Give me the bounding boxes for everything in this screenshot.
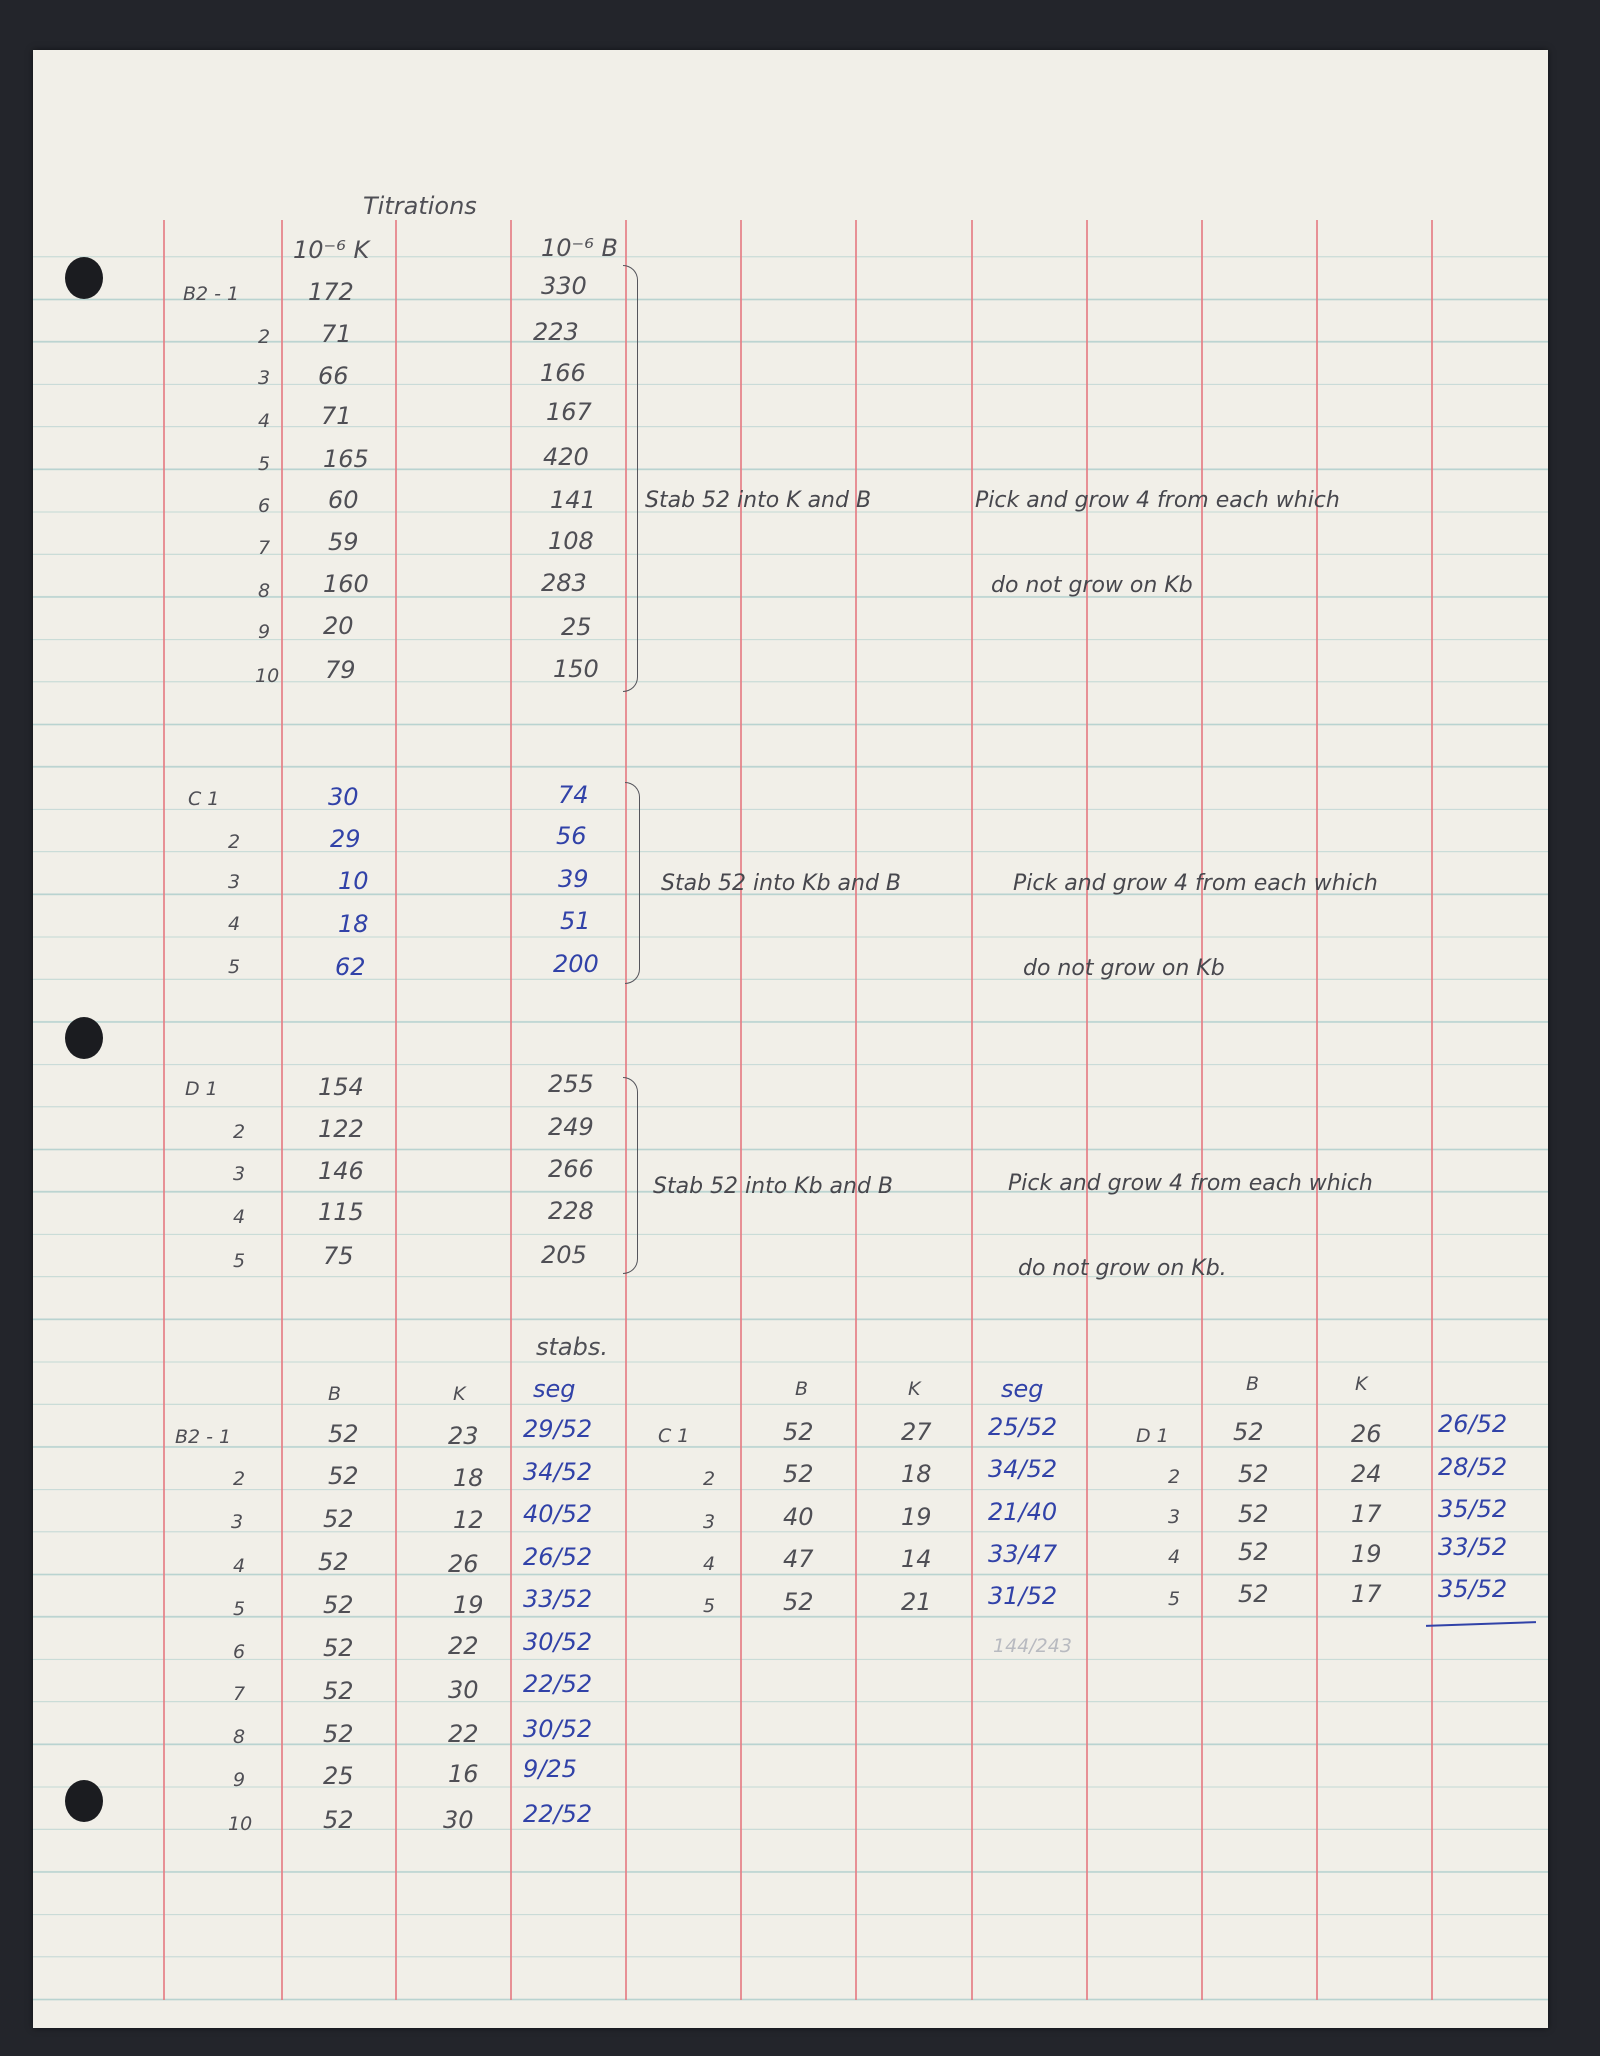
row-label: 7	[233, 1683, 246, 1705]
k-header: 10⁻⁶ K	[293, 236, 370, 264]
row-label: 2	[228, 831, 241, 853]
stabs-k-header: K	[1355, 1373, 1368, 1395]
b-value: 56	[556, 822, 587, 850]
b-header: 10⁻⁶ B	[541, 234, 618, 262]
k-value: 71	[321, 320, 352, 348]
seg-value: 34/52	[988, 1455, 1058, 1483]
binder-hole	[65, 1780, 103, 1822]
stabs-seg-header: seg	[1001, 1375, 1044, 1403]
seg-value: 21/40	[988, 1498, 1058, 1526]
k-value: 24	[1351, 1460, 1382, 1488]
b-value: 52	[323, 1505, 354, 1533]
k-value: 17	[1351, 1500, 1382, 1528]
b-value: 223	[533, 318, 579, 346]
seg-value: 28/52	[1438, 1453, 1508, 1481]
row-label: 4	[1168, 1546, 1181, 1568]
b-value: 52	[1238, 1538, 1269, 1566]
row-label: D 1	[1136, 1425, 1169, 1447]
k-value: 22	[448, 1720, 479, 1748]
b-value: 150	[553, 655, 599, 683]
b-value: 25	[323, 1762, 354, 1790]
row-label: 4	[703, 1553, 716, 1575]
k-value: 26	[448, 1550, 479, 1578]
k-value: 59	[328, 528, 359, 556]
k-value: 154	[318, 1073, 364, 1101]
row-label: 4	[233, 1555, 246, 1577]
row-label: B2 - 1	[183, 283, 240, 305]
column-rule	[971, 220, 973, 2000]
row-label: 3	[233, 1163, 246, 1185]
row-label: 3	[231, 1511, 244, 1533]
b-value: 52	[323, 1720, 354, 1748]
k-value: 30	[328, 783, 359, 811]
k-value: 115	[318, 1198, 364, 1226]
row-label: B2 - 1	[175, 1426, 232, 1448]
k-value: 71	[321, 402, 352, 430]
k-value: 165	[323, 445, 369, 473]
group-brace	[623, 1077, 638, 1274]
stab-note: Stab 52 into K and B	[645, 488, 872, 513]
b-value: 52	[783, 1588, 814, 1616]
b-value: 200	[553, 950, 599, 978]
row-label: 2	[703, 1468, 716, 1490]
stab-note: Stab 52 into Kb and B	[653, 1174, 894, 1199]
b-value: 52	[323, 1634, 354, 1662]
b-value: 205	[541, 1241, 587, 1269]
stabs-title: stabs.	[536, 1333, 608, 1361]
row-label: 2	[233, 1468, 246, 1490]
b-value: 52	[783, 1460, 814, 1488]
row-label: 2	[258, 326, 271, 348]
row-label: 3	[1168, 1506, 1181, 1528]
b-value: 52	[1238, 1580, 1269, 1608]
pick-note-2: do not grow on Kb	[991, 573, 1193, 598]
b-value: 74	[558, 781, 589, 809]
group-brace	[623, 265, 638, 692]
b-value: 330	[541, 272, 587, 300]
k-value: 18	[901, 1460, 932, 1488]
row-label: 8	[233, 1726, 246, 1748]
seg-value: 33/52	[1438, 1533, 1508, 1561]
k-value: 18	[453, 1464, 484, 1492]
row-label: 3	[258, 367, 271, 389]
k-value: 146	[318, 1157, 364, 1185]
row-label: 2	[233, 1121, 246, 1143]
b-value: 40	[783, 1503, 814, 1531]
b-value: 47	[783, 1545, 814, 1573]
row-label: 10	[228, 1813, 253, 1835]
binder-hole	[65, 1017, 103, 1059]
stab-note: Stab 52 into Kb and B	[661, 871, 902, 896]
pick-note-2: do not grow on Kb.	[1018, 1256, 1227, 1281]
row-label: 4	[258, 410, 271, 432]
b-value: 166	[540, 359, 586, 387]
seg-value: 31/52	[988, 1582, 1058, 1610]
k-value: 30	[443, 1806, 474, 1834]
stabs-k-header: K	[453, 1383, 466, 1405]
pick-note-2: do not grow on Kb	[1023, 956, 1225, 981]
k-value: 75	[323, 1242, 354, 1270]
column-rule	[395, 220, 397, 2000]
margin-rule	[163, 220, 165, 2000]
b-value: 52	[323, 1806, 354, 1834]
stabs-b-header: B	[1246, 1373, 1260, 1395]
seg-value: 35/52	[1438, 1495, 1508, 1523]
seg-value: 30/52	[523, 1715, 593, 1743]
row-label: 7	[258, 537, 271, 559]
seg-value: 26/52	[523, 1543, 593, 1571]
seg-value: 33/47	[988, 1540, 1058, 1568]
pick-note: Pick and grow 4 from each which	[1013, 871, 1378, 896]
k-value: 122	[318, 1115, 364, 1143]
seg-value: 26/52	[1438, 1410, 1508, 1438]
row-label: 8	[258, 580, 271, 602]
k-value: 160	[323, 570, 369, 598]
b-value: 52	[328, 1420, 359, 1448]
column-rule	[281, 220, 283, 2000]
binder-hole	[65, 257, 103, 299]
row-label: 9	[233, 1769, 246, 1791]
notebook-page	[33, 50, 1548, 2028]
k-value: 21	[901, 1588, 932, 1616]
row-label: 9	[258, 621, 271, 643]
b-value: 52	[318, 1548, 349, 1576]
row-label: 3	[703, 1511, 716, 1533]
row-label: 5	[1168, 1588, 1181, 1610]
b-value: 52	[1238, 1500, 1269, 1528]
row-label: 10	[255, 665, 280, 687]
k-value: 172	[308, 278, 354, 306]
pick-note: Pick and grow 4 from each which	[1008, 1171, 1373, 1196]
row-label: 4	[228, 913, 241, 935]
c-total: 144/243	[993, 1635, 1072, 1657]
k-value: 17	[1351, 1580, 1382, 1608]
seg-value: 40/52	[523, 1500, 593, 1528]
seg-value: 22/52	[523, 1670, 593, 1698]
k-value: 23	[448, 1422, 479, 1450]
b-value: 52	[783, 1418, 814, 1446]
k-value: 62	[335, 953, 366, 981]
k-value: 12	[453, 1506, 484, 1534]
page-title: Titrations	[363, 192, 477, 220]
k-value: 27	[901, 1418, 932, 1446]
row-label: 6	[233, 1641, 246, 1663]
page-top-margin	[33, 50, 1548, 215]
k-value: 30	[448, 1676, 479, 1704]
b-value: 52	[323, 1591, 354, 1619]
k-value: 10	[338, 867, 369, 895]
column-rule	[1431, 220, 1433, 2000]
k-value: 19	[1351, 1540, 1382, 1568]
b-value: 255	[548, 1070, 594, 1098]
k-value: 60	[328, 486, 359, 514]
total-underline	[1426, 1621, 1536, 1626]
b-value: 283	[541, 569, 587, 597]
seg-value: 22/52	[523, 1800, 593, 1828]
stabs-k-header: K	[908, 1378, 921, 1400]
row-label: 2	[1168, 1466, 1181, 1488]
row-label: 3	[228, 871, 241, 893]
pick-note: Pick and grow 4 from each which	[975, 488, 1340, 513]
stabs-b-header: B	[795, 1378, 809, 1400]
k-value: 18	[338, 910, 369, 938]
row-label: C 1	[188, 788, 220, 810]
b-value: 228	[548, 1197, 594, 1225]
seg-value: 25/52	[988, 1413, 1058, 1441]
group-brace	[625, 782, 640, 984]
b-value: 52	[328, 1462, 359, 1490]
row-label: 4	[233, 1206, 246, 1228]
row-label: 5	[228, 956, 241, 978]
k-value: 79	[325, 656, 356, 684]
column-rule	[510, 220, 512, 2000]
b-value: 52	[1233, 1418, 1264, 1446]
k-value: 29	[330, 825, 361, 853]
k-value: 20	[323, 612, 354, 640]
b-value: 51	[560, 907, 591, 935]
k-value: 19	[901, 1503, 932, 1531]
row-label: C 1	[658, 1425, 690, 1447]
row-label: D 1	[185, 1078, 218, 1100]
stabs-b-header: B	[328, 1383, 342, 1405]
b-value: 167	[546, 398, 592, 426]
seg-value: 29/52	[523, 1415, 593, 1443]
row-label: 5	[233, 1598, 246, 1620]
b-value: 266	[548, 1155, 594, 1183]
b-value: 249	[548, 1113, 594, 1141]
row-label: 6	[258, 495, 271, 517]
b-value: 420	[543, 443, 589, 471]
b-value: 108	[548, 527, 594, 555]
k-value: 14	[901, 1545, 932, 1573]
k-value: 16	[448, 1760, 479, 1788]
b-value: 52	[1238, 1460, 1269, 1488]
seg-value: 34/52	[523, 1458, 593, 1486]
k-value: 66	[318, 362, 349, 390]
b-value: 25	[561, 613, 592, 641]
row-label: 5	[703, 1595, 716, 1617]
row-label: 5	[233, 1250, 246, 1272]
b-value: 52	[323, 1677, 354, 1705]
b-value: 39	[558, 865, 589, 893]
row-label: 5	[258, 453, 271, 475]
seg-value: 35/52	[1438, 1575, 1508, 1603]
b-value: 141	[550, 486, 596, 514]
k-value: 26	[1351, 1420, 1382, 1448]
k-value: 22	[448, 1632, 479, 1660]
k-value: 19	[453, 1591, 484, 1619]
seg-value: 30/52	[523, 1628, 593, 1656]
seg-value: 33/52	[523, 1585, 593, 1613]
seg-value: 9/25	[523, 1755, 577, 1783]
stabs-seg-header: seg	[533, 1375, 576, 1403]
